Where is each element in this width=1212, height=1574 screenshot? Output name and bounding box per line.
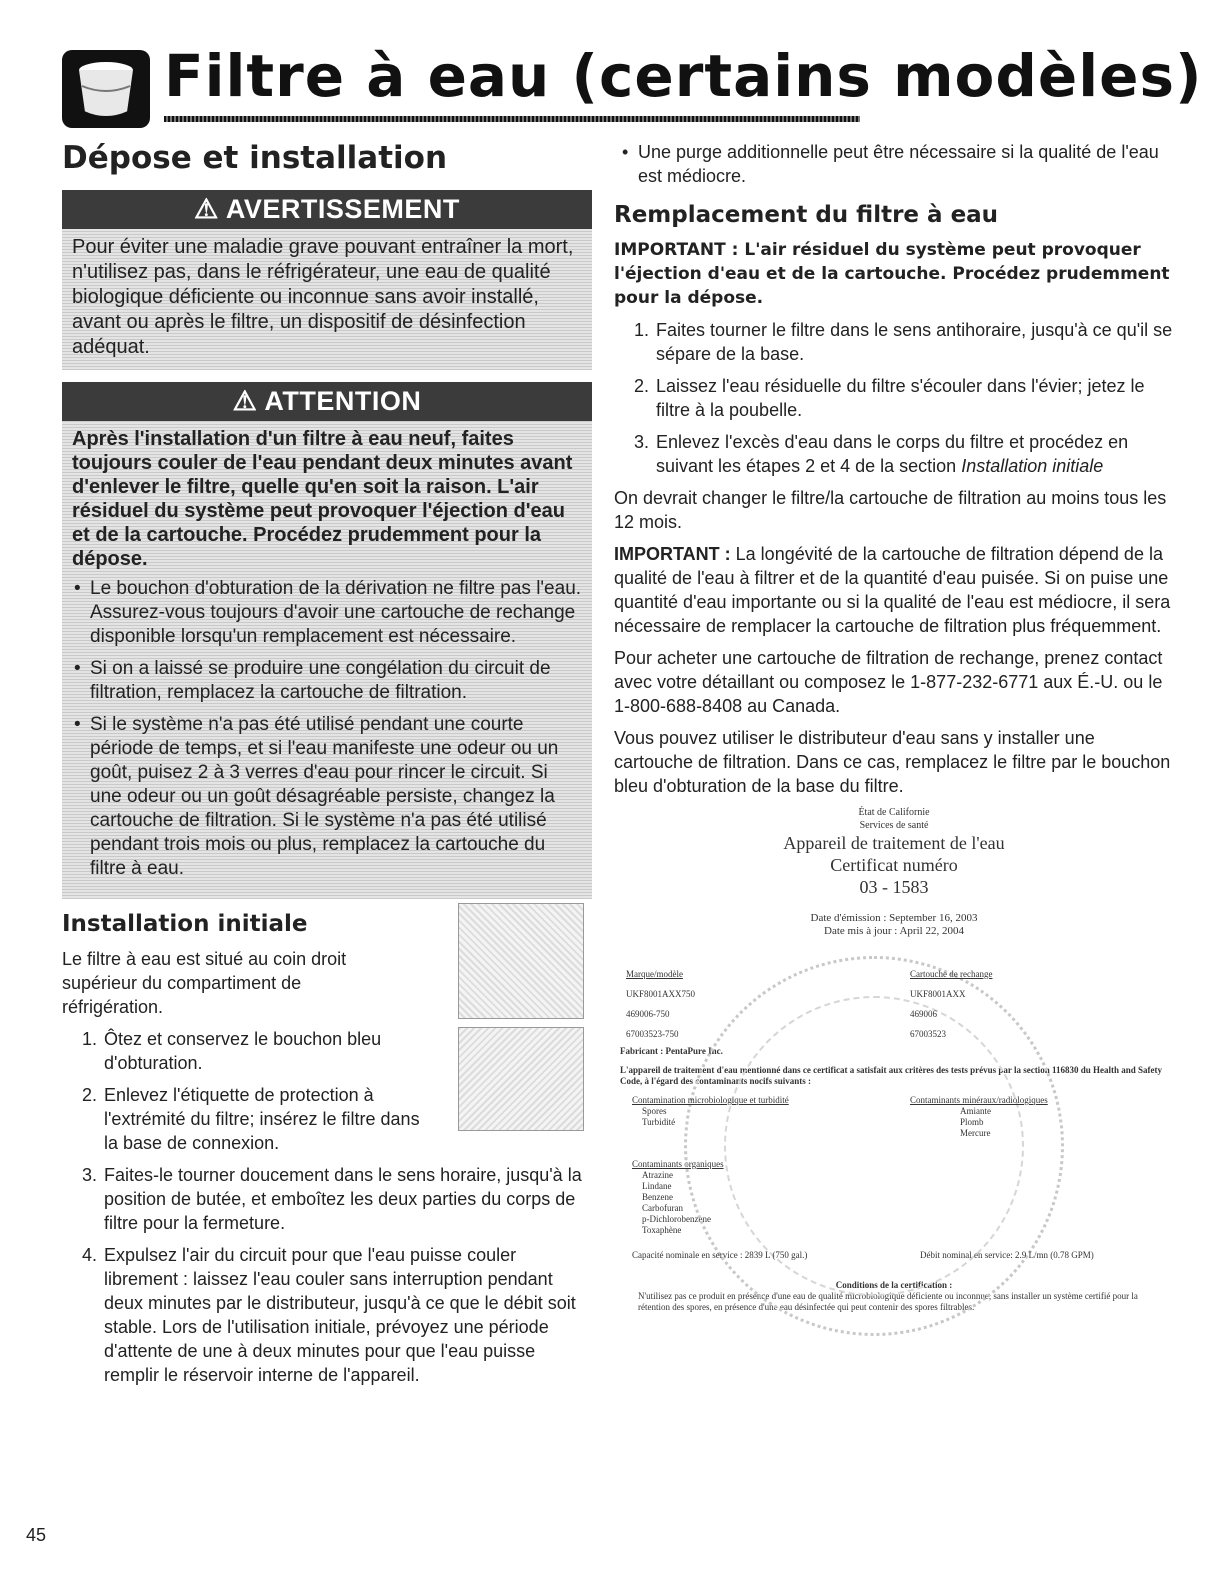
purchase-text: Pour acheter une cartouche de filtration de rechange, prenez contact avec votre détaillant ou composez le 1-877-232-6771 aux É.-U. ou le 1-800-688-8408 au Canada. (614, 648, 1163, 716)
mineral-title: Contaminants minéraux/radiologiques (910, 1095, 1048, 1105)
cert-issue-date: Date d'émission : September 16, 2003 (810, 912, 978, 924)
install-title: Installation initiale (62, 911, 308, 937)
list-item: Mercure (960, 1128, 991, 1138)
filter-insert-illustration (458, 1027, 584, 1131)
cert-conditions-text: N'utilisez pas ce produit en présence d'une eau de qualité microbiologique déficiente ou inconnue, sans installer un système certifié pour la rétention des spores, en présence d'une eau désinfectée qui peut contenir des spores filtrables. (638, 1291, 1138, 1312)
cert-capacity: Capacité nominale en service : 2839 L (750 gal.) (632, 1250, 808, 1260)
left-column (62, 140, 592, 1395)
replace-title: Remplacement du filtre à eau (614, 202, 999, 228)
list-item: 3. Faites-le tourner doucement dans le sens horaire, jusqu'à la position de butée, et emboîtez les deux parties du corps de filtre pour la fermeture. (82, 1165, 582, 1233)
page-header (62, 38, 1203, 128)
list-item: 1. Ôtez et conservez le bouchon bleu d'obturation. (82, 1029, 382, 1073)
cert-contaminants (614, 1095, 1174, 1159)
change-interval-text: On devrait changer le filtre/la cartouche de filtration au moins tous les 12 mois. (614, 488, 1167, 532)
list-item: Toxaphène (642, 1225, 682, 1235)
list-item: Turbidité (642, 1117, 676, 1127)
list-item: Benzene (642, 1192, 673, 1202)
warning-box (62, 190, 592, 370)
list-item: • Le bouchon d'obturation de la dérivation ne filtre pas l'eau. Assurez-vous toujours d'avoir une cartouche de rechange disponible lorsqu'un remplacement est nécessaire. (72, 577, 582, 649)
list-item: Spores (642, 1106, 667, 1116)
install-intro: Le filtre à eau est situé au coin droit supérieur du compartiment de réfrigération. (62, 949, 347, 1017)
caution-box (62, 382, 592, 899)
list-item: p-Dichlorobenzene (642, 1214, 711, 1224)
caution-list (72, 577, 582, 881)
cert-conditions-title: Conditions de la certification : (835, 1280, 953, 1290)
list-item: • Si le système n'a pas été utilisé pendant une courte période de temps, et si l'eau manifeste une odeur ou un goût, puisez 2 à 3 verres d'eau pour rincer le circuit. Si une odeur ou un goût désagréable persiste, changez la cartouche de filtration. Si le système n'a pas été utilisé pendant trois mois ou plus, remplacez la cartouche du filtre à eau. (72, 713, 582, 881)
purge-note: • Une purge additionnelle peut être nécessaire si la qualité de l'eau est médiocre. (614, 140, 1174, 188)
cert-flow: Débit nominal en service: 2.9 L/mn (0.78 GPM) (920, 1250, 1094, 1260)
list-item: 1. Faites tourner le filtre dans le sens antihoraire, jusqu'à ce qu'il se sépare de la base. (634, 320, 1173, 364)
warning-label: ⚠ AVERTISSEMENT (62, 190, 592, 229)
certificate (614, 806, 1174, 1313)
cert-state: État de Californie (858, 807, 930, 818)
water-filter-icon (62, 50, 150, 128)
page-number: 45 (26, 1525, 47, 1545)
list-item: Atrazine (642, 1170, 673, 1180)
cert-dept: Services de santé (859, 820, 929, 831)
page-title: Filtre à eau (certains modèles) (164, 42, 1203, 110)
list-item: 2. Laissez l'eau résiduelle du filtre s'écouler dans l'évier; jetez le filtre à la poubelle. (634, 376, 1145, 420)
list-item: Plomb (960, 1117, 984, 1127)
list-item: Amiante (960, 1106, 991, 1116)
list-item: Lindane (642, 1181, 672, 1191)
caution-text: Après l'installation d'un filtre à eau neuf, faites toujours couler de l'eau pendant deux minutes avant d'enlever le filtre, quelle qu'en soit la raison. L'air résiduel du système peut provoquer l'éjection d'eau et de la cartouche. Procédez prudemment pour la dépose. (72, 428, 573, 570)
cert-number: 03 - 1583 (859, 877, 929, 897)
organic-title: Contaminants organiques (632, 1159, 724, 1169)
cert-ratings (614, 1250, 1174, 1272)
table-row: 67003523-750 67003523 (626, 1029, 946, 1039)
cert-table-header: Marque/modèle Cartouche de rechange (626, 969, 993, 979)
warning-text: Pour éviter une maladie grave pouvant entraîner la mort, n'utilisez pas, dans le réfrigérateur, une eau de qualité biologique déficiente ou inconnue sans avoir installé, avant ou après le filtre, un dispositif de désinfection adéquat. (72, 236, 574, 358)
table-row: UKF8001AXX750 UKF8001AXX (626, 989, 966, 999)
cert-maker: Fabricant : PentaPure Inc. (620, 1046, 723, 1056)
important-note: IMPORTANT : L'air résiduel du système peut provoquer l'éjection d'eau et de la cartouche. Procédez prudemment pour la dépose. (614, 240, 1170, 308)
cert-title: Appareil de traitement de l'eau (783, 833, 1005, 853)
micro-title: Contamination microbiologique et turbidité (632, 1095, 789, 1105)
cert-update-date: Date mis à jour : April 22, 2004 (824, 925, 964, 937)
install-section (62, 911, 592, 1387)
right-column (614, 140, 1174, 1313)
replace-steps (614, 318, 1174, 478)
cert-statement: L'appareil de traitement d'eau mentionné dans ce certificat a satisfait aux critères des tests prévus par la section 116830 du Health and Safety Code, à l'égard des contaminants nocifs suivants : (620, 1065, 1162, 1086)
longevity-text: IMPORTANT : La longévité de la cartouche de filtration dépend de la qualité de l'eau à filtrer et de la quantité d'eau puisée. Si on puise une quantité d'eau importante ou si la qualité de l'eau est médiocre, il sera nécessaire de remplacer la cartouche de filtration plus fréquemment. (614, 544, 1171, 636)
list-item: 2. Enlevez l'étiquette de protection à l'extrémité du filtre; insérez le filtre dans la base de connexion. (82, 1085, 420, 1153)
cert-subtitle: Certificat numéro (830, 855, 958, 875)
list-item: Carbofuran (642, 1203, 683, 1213)
bypass-text: Vous pouvez utiliser le distributeur d'eau sans y installer une cartouche de filtration. Dans ce cas, remplacez le filtre par le bouchon bleu d'obturation de la base du filtre. (614, 728, 1171, 796)
section-reference: Installation initiale (961, 456, 1104, 476)
filter-install-illustration (458, 903, 584, 1019)
section-title: Dépose et installation (62, 140, 448, 176)
list-item: • Si on a laissé se produire une congélation du circuit de filtration, remplacez la cartouche de filtration. (72, 657, 582, 705)
list-item: 3. Enlevez l'excès d'eau dans le corps du filtre et procédez en suivant les étapes 2 et 4 de la section Installation initiale (634, 432, 1129, 476)
list-item: 4. Expulsez l'air du circuit pour que l'eau puisse couler librement : laissez l'eau couler sans interruption pendant deux minutes par le distributeur, jusqu'à ce que le débit soit stable. Lors de l'utilisation initiale, prévoyez une période d'attente de une à deux minutes pour que l'eau puisse remplir le réservoir interne de l'appareil. (82, 1245, 576, 1385)
title-rule (164, 116, 860, 122)
caution-label: ⚠ ATTENTION (62, 382, 592, 421)
table-row: 469006-750 469006 (626, 1009, 937, 1019)
